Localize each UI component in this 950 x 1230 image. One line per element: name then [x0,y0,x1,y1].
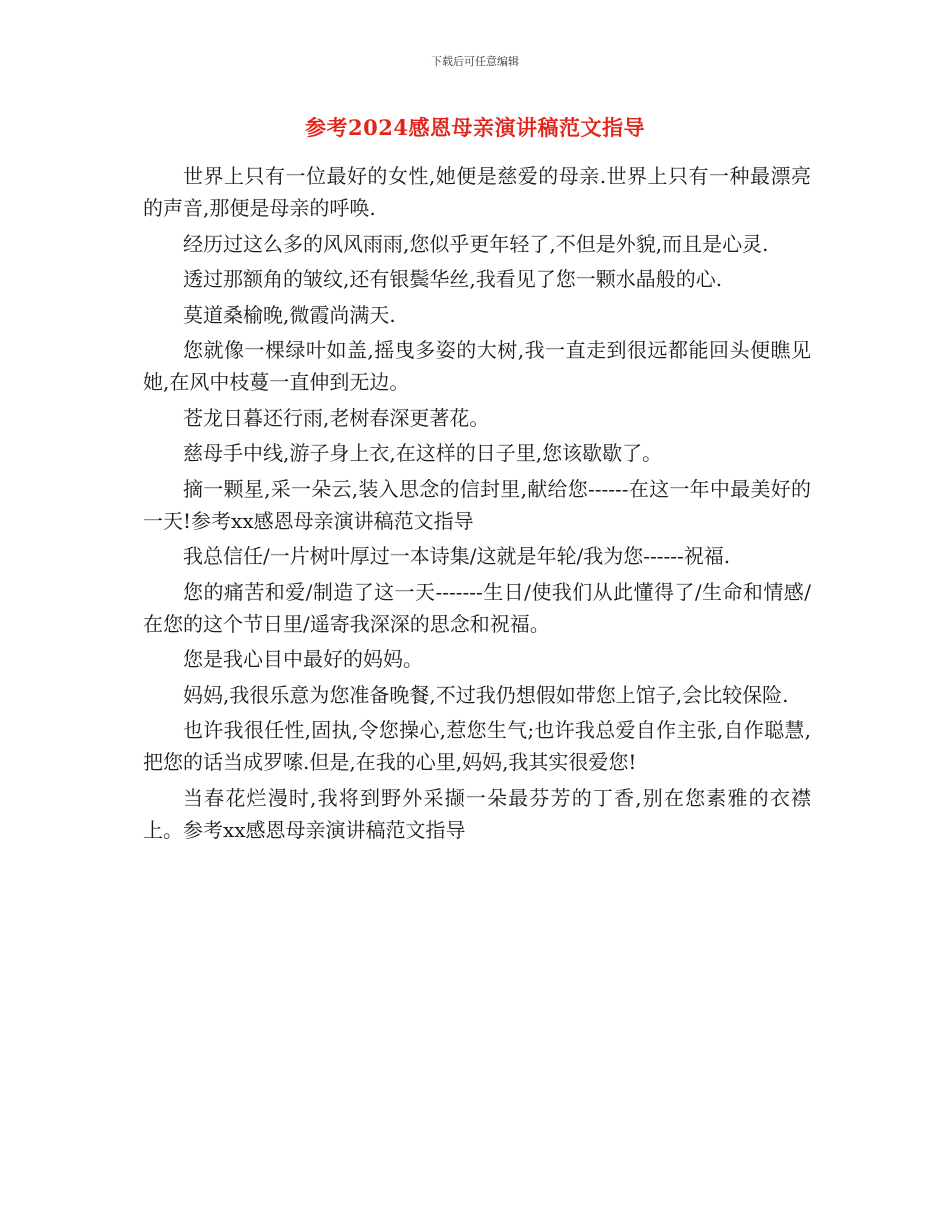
paragraph: 也许我很任性,固执,令您操心,惹您生气;也许我总爱自作主张,自作聪慧,把您的话当成罗嗦.但是,在我的心里,妈妈,我其实很爱您! [143,718,811,774]
paragraph: 透过那额角的皱纹,还有银鬓华丝,我看见了您一颗水晶般的心. [183,267,723,291]
paragraph: 当春花烂漫时,我将到野外采撷一朵最芬芳的丁香,别在您素雅的衣襟上。参考xx感恩母亲演讲稿范文指导 [143,785,811,842]
document-body [143,160,811,849]
paragraph: 我总信任/一片树叶厚过一本诗集/这就是年轮/我为您------祝福. [183,544,731,568]
paragraph: 摘一颗星,采一朵云,装入思念的信封里,献给您------在这一年中最美好的一天!参考xx感恩母亲演讲稿范文指导 [143,476,811,533]
paragraph: 经历过这么多的风风雨雨,您似乎更年轻了,不但是外貌,而且是心灵. [183,231,769,256]
paragraph: 您就像一棵绿叶如盖,摇曳多姿的大树,我一直走到很远都能回头便瞧见她,在风中枝蔓一直伸到无边。 [143,338,811,394]
paragraph: 您是我心目中最好的妈妈。 [183,647,423,671]
paragraph: 妈妈,我很乐意为您准备晚餐,不过我仍想假如带您上馆子,会比较保险. [183,682,789,707]
document-title: 参考2024感恩母亲演讲稿范文指导 [305,115,645,140]
header-note: 下载后可任意编辑 [431,55,519,68]
paragraph: 慈母手中线,游子身上衣,在这样的日子里,您该歇歇了。 [183,441,663,465]
paragraph: 苍龙日暮还行雨,老树春深更著花。 [183,405,490,430]
paragraph: 您的痛苦和爱/制造了这一天-------生日/使我们从此懂得了/生命和情感/在您的这个节日里/遥寄我深深的思念和祝福。 [143,579,811,636]
paragraph: 莫道桑榆晚,微霞尚满天. [183,302,396,327]
paragraph: 世界上只有一位最好的女性,她便是慈爱的母亲.世界上只有一种最漂亮的声音,那便是母亲的呼唤. [143,164,811,220]
